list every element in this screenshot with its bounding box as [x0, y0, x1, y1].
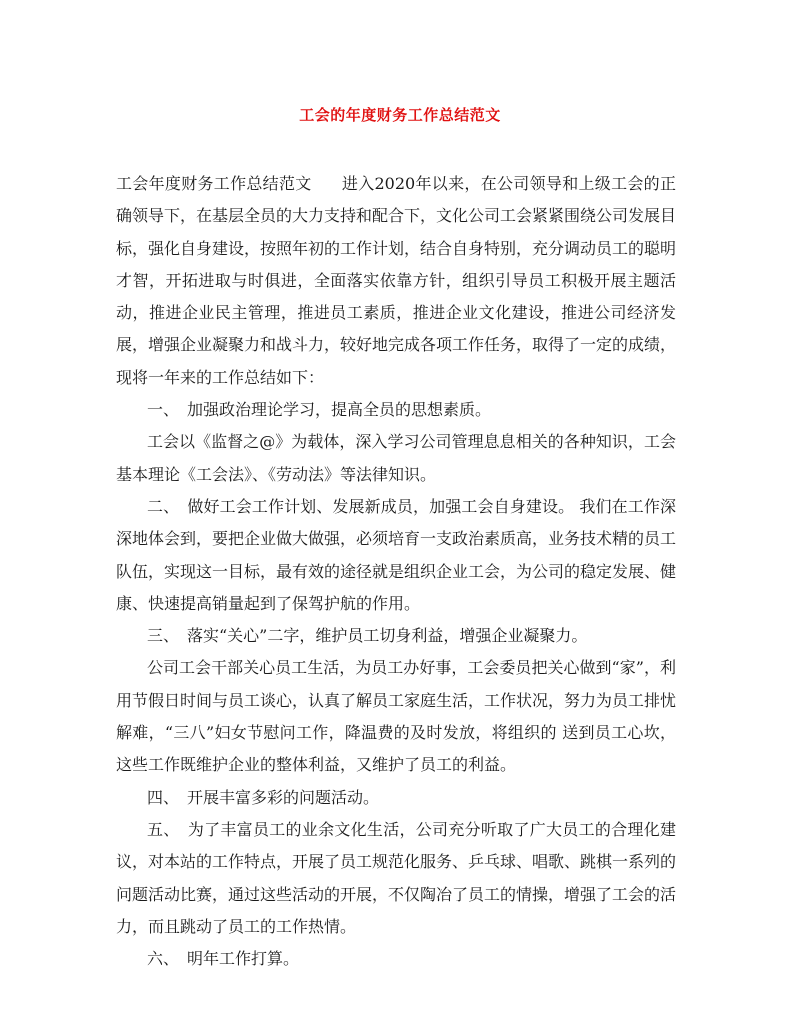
intro-label: 工会年度财务工作总结范文	[116, 174, 312, 193]
intro-paragraph	[116, 168, 676, 394]
section-body-1: 工会以《监督之@》为载体，深入学习公司管理息息相关的各种知识，工会基本理论《工会法》、《劳动法》等法律知识。	[116, 432, 676, 484]
section-heading-5: 五、 为了丰富员工的业余文化生活，公司充分听取了广大员工的合理化建议，对本站的工作特点，开展了员工规范化服务、乒乓球、唱歌、跳棋一系列的问题活动比赛，通过这些活动的开展，不仅陶冶了员工的情操，增强了工会的活力，而且跳动了员工的工作热情。	[116, 819, 677, 936]
section-body-3: 公司工会干部关心员工生活，为员工办好事，工会委员把关心做到“家”，利用节假日时间与员工谈心，认真了解员工家庭生活，工作状况，努力为员工排忧解难，“三八”妇女节慰问工作，降温费的及时发放，将组织的 送到员工心坎，这些工作既维护企业的整体利益，又维护了员工的利益。	[116, 658, 677, 775]
document-title: 工会的年度财务工作总结范文	[299, 106, 501, 124]
section-heading-1: 一、 加强政治理论学习，提高全员的思想素质。	[147, 400, 492, 420]
document-body	[116, 168, 676, 975]
section-heading-2: 二、 做好工会工作计划、发展新成员，加强工会自身建设。 我们在工作深深地体会到，要把企业做大做强，必须培育一支政治素质高，业务技术精的员工队伍，实现这一目标，最有效的途径就是组织企业工会，为公司的稳定发展、健康、快速提高销量起到了保驾护航的作用。	[116, 496, 677, 613]
section-heading-6: 六、 明年工作打算。	[147, 949, 300, 969]
section-heading-3: 三、 落实“关心”二字，维护员工切身利益，增强企业凝聚力。	[147, 626, 588, 646]
section-heading-4: 四、 开展丰富多彩的问题活动。	[147, 787, 380, 807]
intro-text: 进入2020年以来，在公司领导和上级工会的正确领导下，在基层全员的大力支持和配合下，文化公司工会紧紧围绕公司发展目标，强化自身建设，按照年初的工作计划，结合自身特别，充分调动员工的聪明才智，开拓进取与时俱进，全面落实依靠方针，组织引导员工积极开展主题活动，推进企业民主管理，推进员工素质，推进企业文化建设，推进公司经济发展，增强企业凝聚力和战斗力，较好地完成各项工作任务，取得了一定的成绩，现将一年来的工作总结如下：	[116, 174, 677, 387]
